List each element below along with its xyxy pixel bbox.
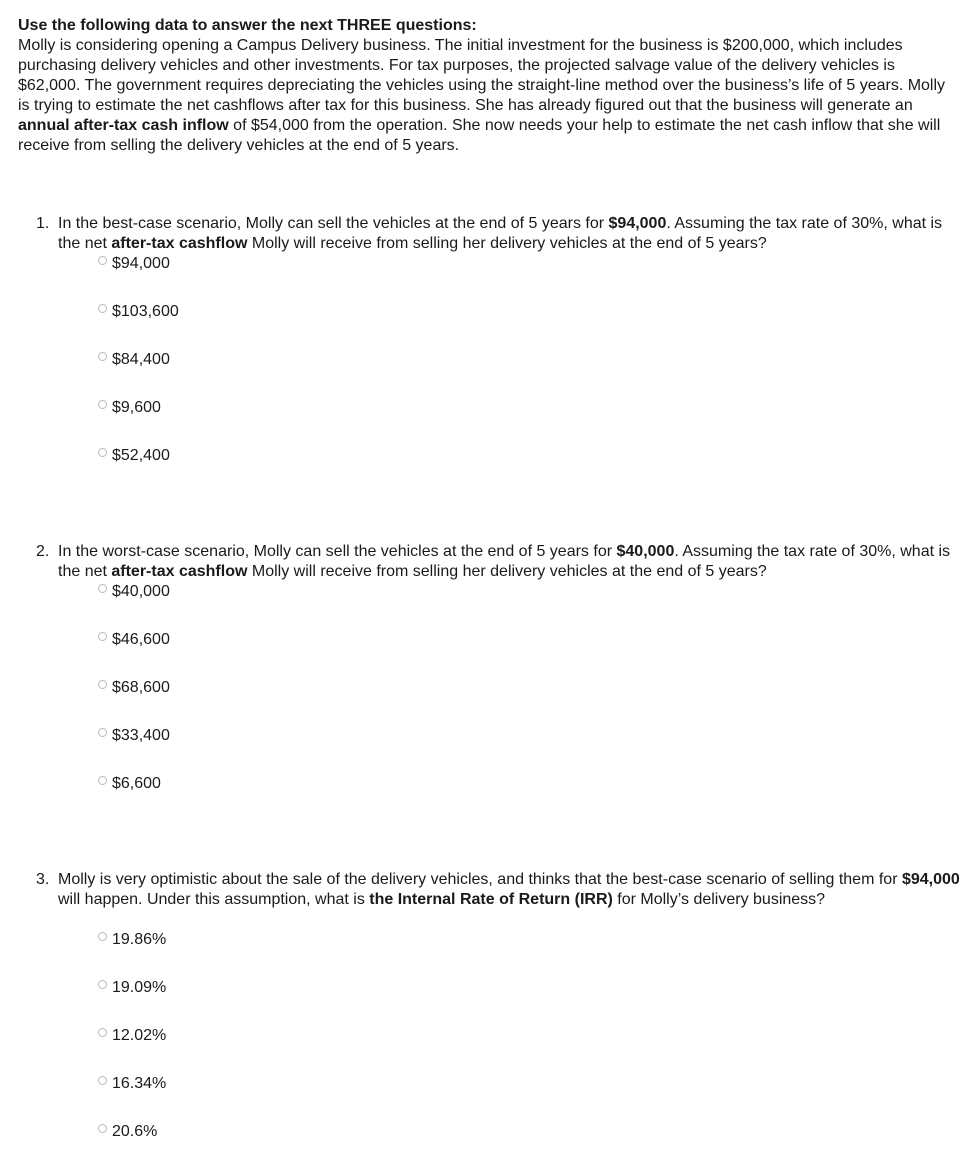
option-label: $46,600 [112, 631, 170, 648]
option-label: $40,000 [112, 583, 170, 600]
question-2-option-3[interactable] [98, 678, 170, 698]
question-3-number: 3. [36, 871, 50, 888]
radio-button[interactable] [98, 932, 107, 941]
question-3-part: will happen. Under this assumption, what is [58, 891, 370, 908]
option-label: $94,000 [112, 255, 170, 272]
radio-button[interactable] [98, 1076, 107, 1085]
radio-button[interactable] [98, 448, 107, 457]
radio-button[interactable] [98, 352, 107, 361]
option-label: 20.6% [112, 1123, 158, 1140]
radio-button[interactable] [98, 584, 107, 593]
option-label: $103,600 [112, 303, 179, 320]
question-3-part: for Molly’s delivery business? [612, 891, 826, 908]
question-2-option-2[interactable] [98, 630, 170, 650]
question-3-option-5[interactable] [98, 1122, 157, 1142]
question-1-option-1[interactable] [98, 254, 170, 274]
option-label: $6,600 [112, 775, 161, 792]
question-2 [36, 542, 961, 582]
question-2-part: Molly will receive from selling her delivery vehicles at the end of 5 years? [247, 563, 767, 580]
option-label: 19.86% [112, 931, 167, 948]
option-label: 16.34% [112, 1075, 167, 1092]
radio-button[interactable] [98, 632, 107, 641]
option-label: 19.09% [112, 979, 167, 996]
question-1-bold-term: after-tax cashflow [111, 235, 248, 252]
question-3-bold-amount: $94,000 [901, 871, 960, 888]
question-2-option-4[interactable] [98, 726, 170, 746]
radio-button[interactable] [98, 400, 107, 409]
question-3-option-4[interactable] [98, 1074, 166, 1094]
question-3-text [36, 870, 961, 910]
question-3-option-3[interactable] [98, 1026, 166, 1046]
question-1-text [36, 214, 961, 254]
radio-button[interactable] [98, 980, 107, 989]
radio-button[interactable] [98, 256, 107, 265]
radio-button[interactable] [98, 304, 107, 313]
option-label: $68,600 [112, 679, 170, 696]
instructions-heading: Use the following data to answer the next THREE questions: [18, 17, 477, 34]
question-3-bold-term: the Internal Rate of Return (IRR) [369, 891, 613, 908]
question-1-option-5[interactable] [98, 446, 170, 466]
question-3-option-1[interactable] [98, 930, 166, 950]
question-1-part: Molly will receive from selling her delivery vehicles at the end of 5 years? [247, 235, 767, 252]
question-3-part: Molly is very optimistic about the sale of the delivery vehicles, and thinks that the best-case scenario of selling them for [58, 871, 902, 888]
question-2-bold-term: after-tax cashflow [111, 563, 248, 580]
question-3-option-2[interactable] [98, 978, 166, 998]
scenario-text-emphasis: annual after-tax cash inflow [18, 117, 229, 134]
option-label: $52,400 [112, 447, 170, 464]
question-1-part: In the best-case scenario, Molly can sell the vehicles at the end of 5 years for [58, 215, 609, 232]
option-label: $84,400 [112, 351, 170, 368]
question-2-number: 2. [36, 543, 50, 560]
radio-button[interactable] [98, 1028, 107, 1037]
question-1-part: . Assuming the tax rate of 30%, what is the net [58, 215, 943, 252]
scenario-text-part-1: Molly is considering opening a Campus Delivery business. The initial investment for the business is $200,000, which includes purchasing delivery vehicles and other investments. For tax purposes, the projected salvage value of the delivery vehicles is $62,000. The government requires depreciating the vehicles using the straight-line method over the business’s life of 5 years. Molly is trying to estimate the net cashflows after tax for this business. She has already figured out that the business will generate an [18, 37, 946, 114]
data-instructions [18, 16, 958, 156]
question-1-bold-amount: $94,000 [608, 215, 667, 232]
question-2-option-1[interactable] [98, 582, 170, 602]
option-label: 12.02% [112, 1027, 167, 1044]
question-1 [36, 214, 961, 254]
question-2-part: In the worst-case scenario, Molly can sell the vehicles at the end of 5 years for [58, 543, 617, 560]
radio-button[interactable] [98, 728, 107, 737]
question-2-text [36, 542, 961, 582]
option-label: $33,400 [112, 727, 170, 744]
question-1-option-4[interactable] [98, 398, 161, 418]
question-2-part: . Assuming the tax rate of 30%, what is the net [58, 543, 951, 580]
scenario-text [18, 36, 958, 156]
scenario-text-part-2: of $54,000 from the operation. She now needs your help to estimate the net cash inflow that she will receive from selling the delivery vehicles at the end of 5 years. [18, 117, 941, 154]
radio-button[interactable] [98, 680, 107, 689]
option-label: $9,600 [112, 399, 161, 416]
question-2-bold-amount: $40,000 [616, 543, 675, 560]
question-1-option-3[interactable] [98, 350, 170, 370]
radio-button[interactable] [98, 776, 107, 785]
question-1-option-2[interactable] [98, 302, 179, 322]
question-3 [36, 870, 961, 910]
question-1-number: 1. [36, 215, 50, 232]
radio-button[interactable] [98, 1124, 107, 1133]
question-2-option-5[interactable] [98, 774, 161, 794]
